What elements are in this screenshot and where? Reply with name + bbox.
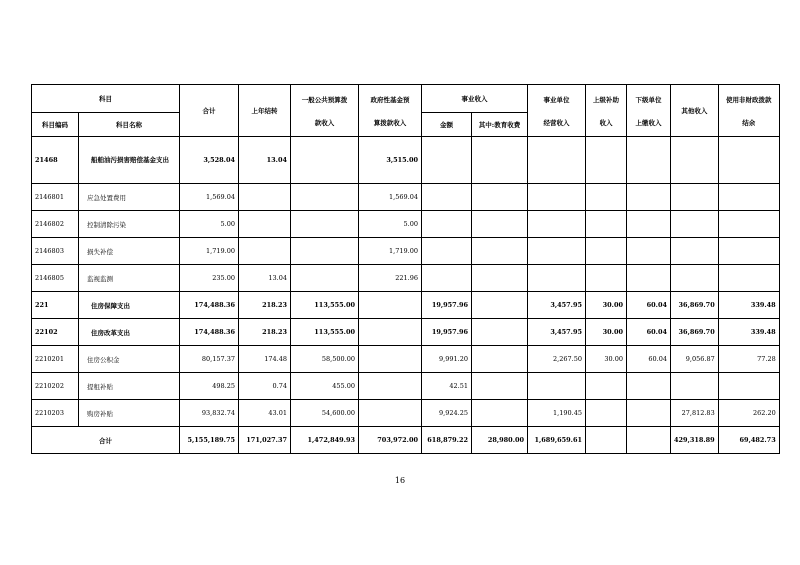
cell-nonfiscal: 262.20	[718, 400, 779, 427]
header-subject-code: 科目编码	[32, 113, 79, 137]
cell-code: 2146802	[32, 211, 79, 238]
cell-lower	[627, 373, 671, 400]
cell-total: 1,569.04	[180, 184, 239, 211]
header-edu-fees: 其中:教育收费	[472, 113, 528, 137]
cell-fund	[359, 373, 422, 400]
cell-edu	[472, 265, 528, 292]
budget-table	[31, 84, 780, 454]
cell-fund: 1,719.00	[359, 238, 422, 265]
table-row	[32, 137, 780, 184]
cell-lower	[627, 137, 671, 184]
cell-other	[671, 137, 719, 184]
cell-edu	[472, 319, 528, 346]
table-row	[32, 184, 780, 211]
cell-lower	[627, 265, 671, 292]
cell-code: 2210203	[32, 400, 79, 427]
cell-edu	[472, 238, 528, 265]
cell-amount	[422, 238, 472, 265]
cell-name: 船舶油污损害赔偿基金支出	[79, 137, 180, 184]
cell-edu	[472, 137, 528, 184]
cell-amount	[422, 184, 472, 211]
cell-name: 监视监测	[79, 265, 180, 292]
cell-upper	[586, 373, 627, 400]
cell-upper	[586, 400, 627, 427]
cell-prev: 13.04	[239, 265, 291, 292]
cell-amount	[422, 137, 472, 184]
header-row-1	[32, 85, 780, 113]
cell-nonfiscal	[718, 373, 779, 400]
header-total: 合计	[180, 85, 239, 137]
cell-name: 住房改革支出	[79, 319, 180, 346]
header-general-budget	[291, 85, 359, 137]
header-upper-subsidy-l1: 上级补助	[593, 95, 619, 104]
cell-amount: 19,957.96	[422, 292, 472, 319]
cell-total: 93,832.74	[180, 400, 239, 427]
cell-other	[671, 265, 719, 292]
cell-prev: 43.01	[239, 400, 291, 427]
totals-upper	[586, 427, 627, 454]
cell-total: 498.25	[180, 373, 239, 400]
totals-general: 1,472,849.93	[291, 427, 359, 454]
cell-lower	[627, 184, 671, 211]
budget-table-wrapper	[31, 84, 780, 454]
cell-edu	[472, 346, 528, 373]
cell-lower: 60.04	[627, 319, 671, 346]
cell-fund	[359, 400, 422, 427]
totals-other: 429,318.89	[671, 427, 719, 454]
cell-amount: 9,924.25	[422, 400, 472, 427]
cell-name: 住房公积金	[79, 346, 180, 373]
header-subject-name: 科目名称	[79, 113, 180, 137]
cell-amount: 42.51	[422, 373, 472, 400]
cell-total: 80,157.37	[180, 346, 239, 373]
cell-prev	[239, 184, 291, 211]
cell-other	[671, 238, 719, 265]
cell-general: 54,600.00	[291, 400, 359, 427]
header-general-budget-l2: 款收入	[314, 118, 335, 127]
cell-nonfiscal	[718, 211, 779, 238]
cell-code: 2146803	[32, 238, 79, 265]
cell-fund: 1,569.04	[359, 184, 422, 211]
header-lower-unit-l2: 上缴收入	[635, 118, 662, 127]
header-non-fiscal-l1: 使用非财政拨款	[725, 95, 772, 104]
cell-other	[671, 373, 719, 400]
cell-general	[291, 211, 359, 238]
totals-edu: 28,980.00	[472, 427, 528, 454]
header-upper-subsidy	[586, 85, 627, 137]
cell-code: 2146801	[32, 184, 79, 211]
cell-upper: 30.00	[586, 292, 627, 319]
cell-prev	[239, 238, 291, 265]
cell-upper: 30.00	[586, 319, 627, 346]
cell-name: 应急处置费用	[79, 184, 180, 211]
totals-operating: 1,689,659.61	[528, 427, 586, 454]
cell-prev: 218.23	[239, 292, 291, 319]
totals-amount: 618,879.22	[422, 427, 472, 454]
header-amount: 金额	[422, 113, 472, 137]
cell-other: 9,056.87	[671, 346, 719, 373]
cell-total: 235.00	[180, 265, 239, 292]
header-fund-budget-l2: 算拨款收入	[373, 118, 407, 127]
cell-fund	[359, 292, 422, 319]
cell-nonfiscal: 77.28	[718, 346, 779, 373]
header-business-income: 事业收入	[422, 85, 528, 113]
page-number: 16	[394, 476, 406, 485]
cell-operating: 1,190.45	[528, 400, 586, 427]
header-fund-budget	[359, 85, 422, 137]
header-operating-income	[528, 85, 586, 137]
header-other-income: 其他收入	[671, 85, 719, 137]
cell-name: 控制清除污染	[79, 211, 180, 238]
cell-lower	[627, 238, 671, 265]
totals-prev: 171,027.37	[239, 427, 291, 454]
cell-other	[671, 211, 719, 238]
cell-total: 5.00	[180, 211, 239, 238]
cell-fund: 3,515.00	[359, 137, 422, 184]
table-row	[32, 319, 780, 346]
header-subject: 科目	[32, 85, 180, 113]
cell-edu	[472, 400, 528, 427]
cell-name: 住房保障支出	[79, 292, 180, 319]
cell-general	[291, 238, 359, 265]
cell-upper	[586, 137, 627, 184]
cell-lower	[627, 400, 671, 427]
cell-operating: 3,457.95	[528, 292, 586, 319]
table-row	[32, 346, 780, 373]
cell-operating	[528, 373, 586, 400]
cell-operating	[528, 238, 586, 265]
cell-operating: 2,267.50	[528, 346, 586, 373]
cell-total: 174,488.36	[180, 319, 239, 346]
cell-fund: 221.96	[359, 265, 422, 292]
cell-general	[291, 137, 359, 184]
cell-lower: 60.04	[627, 292, 671, 319]
cell-other: 36,869.70	[671, 319, 719, 346]
cell-upper	[586, 184, 627, 211]
cell-code: 21468	[32, 137, 79, 184]
cell-operating	[528, 137, 586, 184]
header-operating-income-l1: 事业单位	[543, 95, 570, 104]
cell-prev: 13.04	[239, 137, 291, 184]
cell-lower: 60.04	[627, 346, 671, 373]
cell-nonfiscal: 339.48	[718, 319, 779, 346]
cell-code: 22102	[32, 319, 79, 346]
cell-general: 58,500.00	[291, 346, 359, 373]
cell-name: 损失补偿	[79, 238, 180, 265]
cell-amount	[422, 265, 472, 292]
totals-fund: 703,972.00	[359, 427, 422, 454]
table-row	[32, 373, 780, 400]
cell-fund: 5.00	[359, 211, 422, 238]
totals-total: 5,155,189.75	[180, 427, 239, 454]
totals-lower	[627, 427, 671, 454]
cell-amount: 9,991.20	[422, 346, 472, 373]
header-lower-unit	[627, 85, 671, 137]
cell-general	[291, 184, 359, 211]
cell-edu	[472, 373, 528, 400]
cell-total: 3,528.04	[180, 137, 239, 184]
table-body	[32, 137, 780, 427]
table-row	[32, 211, 780, 238]
cell-code: 221	[32, 292, 79, 319]
cell-general: 113,555.00	[291, 319, 359, 346]
cell-nonfiscal: 339.48	[718, 292, 779, 319]
header-operating-income-l2: 经营收入	[543, 118, 570, 127]
cell-general	[291, 265, 359, 292]
cell-operating	[528, 211, 586, 238]
cell-lower	[627, 211, 671, 238]
cell-total: 174,488.36	[180, 292, 239, 319]
cell-nonfiscal	[718, 265, 779, 292]
cell-fund	[359, 346, 422, 373]
cell-other: 27,812.83	[671, 400, 719, 427]
cell-prev	[239, 211, 291, 238]
cell-nonfiscal	[718, 184, 779, 211]
cell-operating	[528, 265, 586, 292]
cell-operating	[528, 184, 586, 211]
header-prev-carry: 上年结转	[239, 85, 291, 137]
cell-amount	[422, 211, 472, 238]
cell-prev: 218.23	[239, 319, 291, 346]
header-non-fiscal	[718, 85, 779, 137]
cell-upper: 30.00	[586, 346, 627, 373]
header-general-budget-l1: 一般公共预算拨	[301, 95, 348, 104]
cell-prev: 0.74	[239, 373, 291, 400]
cell-edu	[472, 211, 528, 238]
cell-other	[671, 184, 719, 211]
cell-general: 455.00	[291, 373, 359, 400]
cell-nonfiscal	[718, 137, 779, 184]
table-row	[32, 265, 780, 292]
cell-fund	[359, 319, 422, 346]
cell-general: 113,555.00	[291, 292, 359, 319]
cell-nonfiscal	[718, 238, 779, 265]
cell-name: 购房补贴	[79, 400, 180, 427]
table-row	[32, 400, 780, 427]
cell-upper	[586, 265, 627, 292]
cell-edu	[472, 184, 528, 211]
totals-label: 合计	[32, 427, 180, 454]
totals-row	[32, 427, 780, 454]
cell-code: 2210201	[32, 346, 79, 373]
table-row	[32, 292, 780, 319]
cell-upper	[586, 238, 627, 265]
cell-edu	[472, 292, 528, 319]
header-lower-unit-l1: 下级单位	[635, 95, 662, 104]
cell-operating: 3,457.95	[528, 319, 586, 346]
table-row	[32, 238, 780, 265]
cell-code: 2210202	[32, 373, 79, 400]
cell-code: 2146805	[32, 265, 79, 292]
cell-name: 提租补贴	[79, 373, 180, 400]
cell-other: 36,869.70	[671, 292, 719, 319]
header-fund-budget-l1: 政府性基金预	[370, 95, 410, 104]
header-upper-subsidy-l2: 收入	[599, 118, 613, 127]
header-non-fiscal-l2: 结余	[742, 118, 756, 127]
cell-prev: 174.48	[239, 346, 291, 373]
cell-upper	[586, 211, 627, 238]
cell-total: 1,719.00	[180, 238, 239, 265]
totals-nonfiscal: 69,482.73	[718, 427, 779, 454]
cell-amount: 19,957.96	[422, 319, 472, 346]
